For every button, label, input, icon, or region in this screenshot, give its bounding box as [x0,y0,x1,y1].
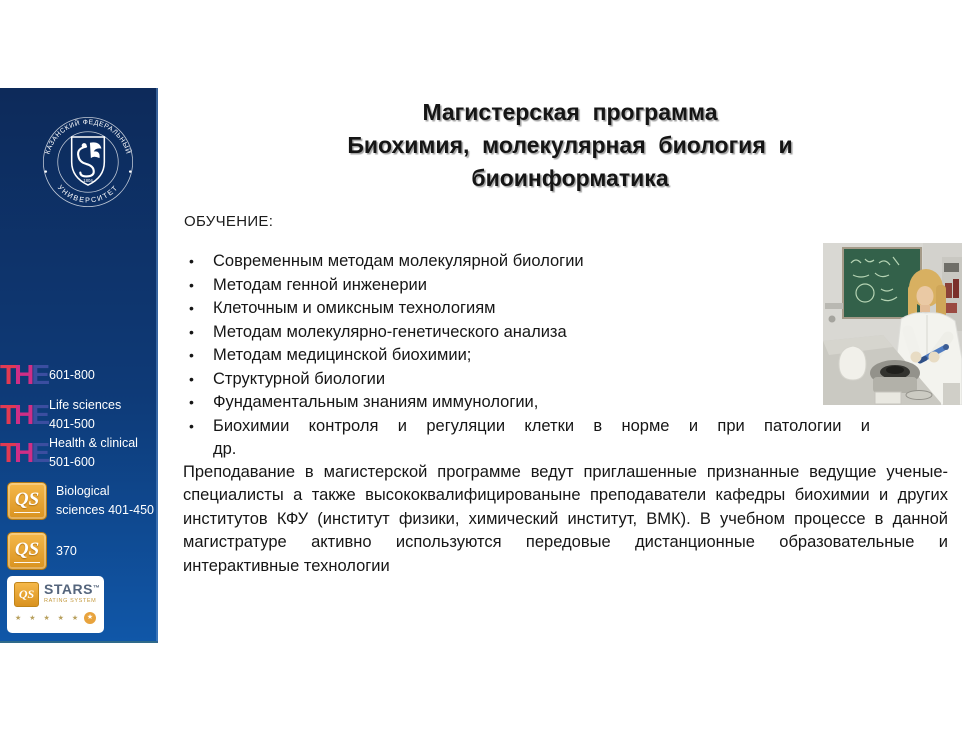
bullet-item: • Методам генной инженерии [184,274,870,298]
bullet-item: • Современным методам молекулярной биологии [184,250,870,274]
ranking-the-health-clinical [0,434,158,472]
title-line: Биохимия, молекулярная биология и [347,132,793,158]
program-description-paragraph: Преподавание в магистерской программе ведут приглашенные признанные ведущие ученые-специалисты а также высококвалифицированыне преподаватели кафедры биохимии и других институтов КФУ (институт физики, химический институт, ВМК). В учебном процессе в данной магистратуре активно используются передовые дистанционные образовательные и интерактивные технологии [183,463,948,575]
ranking-qs-biological-sciences [0,482,158,520]
lab-photo [823,243,962,405]
qs-logo-icon: QS [7,482,47,520]
qs-logo-icon: QS [14,582,39,607]
ranking-the-overall [0,360,158,390]
bullet-item: • Клеточным и омиксным технологиям [184,297,870,321]
ranking-subject: Life sciences [49,398,122,412]
zilant-dragon-icon [78,142,101,176]
ranking-the-life-sciences [0,396,158,434]
kfu-university-emblem-icon [40,114,136,210]
bullet-item: • Методам молекулярно-генетического анализа [184,321,870,345]
ranking-subject: Biological [56,484,110,498]
qs-stars-title: STARS™ [44,581,101,597]
bullet-item: • Структурной биологии [184,368,870,392]
qs-stars-badge [7,576,104,633]
the-logo-icon: THE [0,359,48,390]
ranking-value: 501-600 [49,455,95,469]
star-disc-icon: ★ [84,612,96,624]
the-logo-icon: THE [0,399,48,430]
emblem-ring-top-text: КАЗАНСКИЙ ФЕДЕРАЛЬНЫЙ [44,118,132,156]
ranking-qs-overall [0,532,158,570]
emblem-ring-bottom-text: УНИВЕРСИТЕТ [55,182,121,205]
bullet-item: • Методам медицинской биохимии; [184,344,870,368]
ranking-value: 601-800 [49,367,95,382]
bullet-item-continuation: др. [213,440,237,458]
bullet-item: • Биохимии контроля и регуляции клетки в норме и при патологии и [184,415,870,439]
qs-logo-icon: QS [7,532,47,570]
qs-stars-subtitle: RATING SYSTEM [44,598,97,604]
section-label-training: ОБУЧЕНИЕ: [184,213,274,230]
sidebar [0,88,158,643]
title-line: Магистерская программа [422,99,718,125]
the-logo-icon: THE [0,437,48,468]
ranking-subject: Health & clinical [49,436,138,450]
ranking-value: sciences 401-450 [56,503,154,517]
slide-title [170,96,970,195]
ranking-value: 370 [56,543,77,558]
svg-text:УНИВЕРСИТЕТ [56,183,120,205]
training-bullet-list [184,250,870,462]
bullet-item: • Фундаментальным знаниям иммунологии, [184,391,870,415]
ranking-value: 401-500 [49,417,95,431]
stars-row-icon: ★ ★ ★ ★ ★ [15,615,82,622]
title-line: биоинформатика [471,165,669,191]
emblem-year: 1804 [83,178,93,184]
